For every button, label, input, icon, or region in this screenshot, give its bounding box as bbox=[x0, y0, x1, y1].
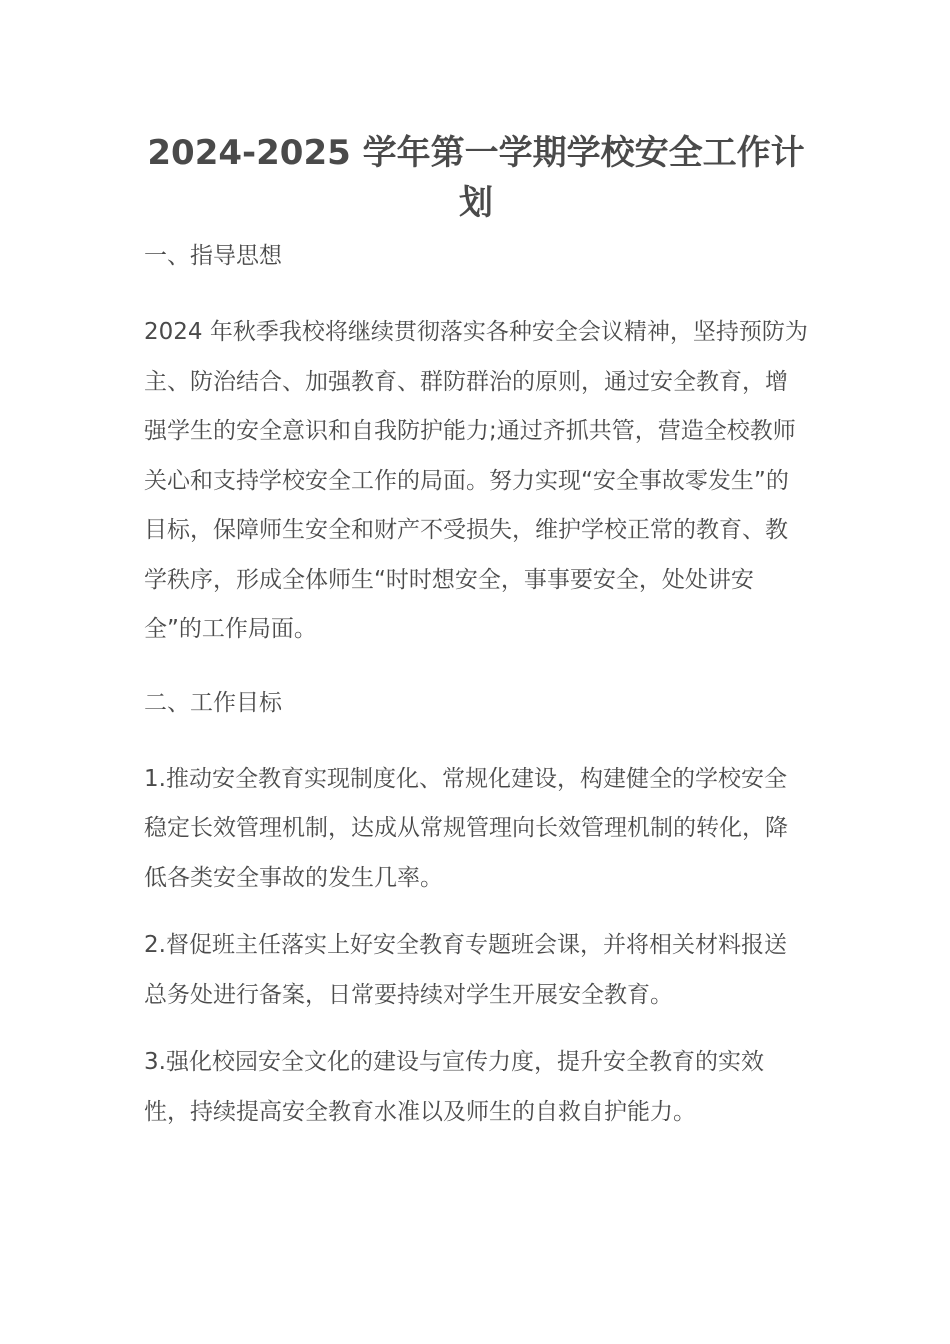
document-page bbox=[144, 128, 808, 1155]
paragraph: 2024 年秋季我校将继续贯彻落实各种安全会议精神，坚持预防为主、防治结合、加强教育、群防群治的原则，通过安全教育，增强学生的安全意识和自我防护能力;通过齐抓共管，营造全校教师关心和支持学校安全工作的局面。努力实现“安全事故零发生”的目标，保障师生安全和财产不受损失，维护学校正常的教育、教学秩序，形成全体师生“时时想安全，事事要安全，处处讲安全”的工作局面。 bbox=[144, 319, 808, 642]
section-heading: 一、指导思想 bbox=[144, 243, 282, 269]
section-heading: 二、工作目标 bbox=[144, 689, 282, 716]
paragraph: 3.强化校园安全文化的建设与宣传力度，提升安全教育的实效性，持续提高安全教育水准以及师生的自救自护能力。 bbox=[144, 1049, 764, 1125]
section-work-goals bbox=[144, 687, 808, 1138]
section-guiding-ideology bbox=[144, 240, 808, 655]
document-title: 2024-2025 学年第一学期学校安全工作计划 bbox=[147, 133, 805, 223]
paragraph: 2.督促班主任落实上好安全教育专题班会课，并将相关材料报送总务处进行备案，日常要持续对学生开展安全教育。 bbox=[144, 932, 787, 1008]
paragraph: 1.推动安全教育实现制度化、常规化建设，构建健全的学校安全稳定长效管理机制，达成从常规管理向长效管理机制的转化，降低各类安全事故的发生几率。 bbox=[144, 765, 788, 891]
